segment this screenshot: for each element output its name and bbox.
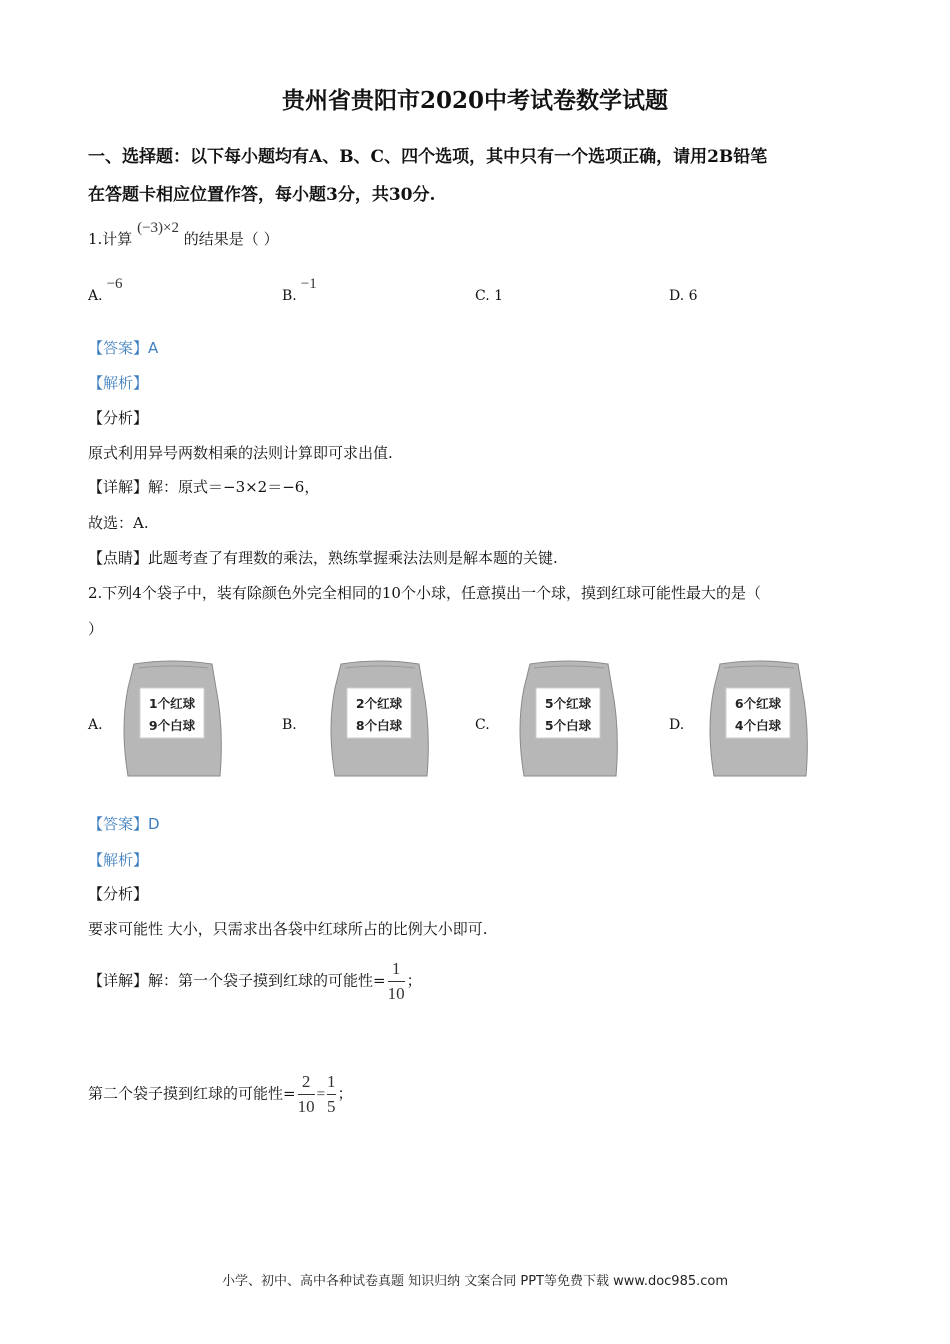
q1-choice: 故选：A. [88,514,149,532]
q2-answer-value: D [148,815,160,833]
equals-sign: = [316,1086,326,1103]
q1-prefix: 1.计算 [88,230,133,248]
q1-option-a-label: A. [88,288,103,304]
bag-c-red-text: 5个红球 [544,696,592,711]
q2-stem-line1: 2.下列4个袋子中，装有除颜色外完全相同的10个小球，任意摸出一个球，摸到红球可能性最大的是（ [88,584,761,602]
fraction-denominator: 10 [297,1096,315,1116]
q1-suffix: 的结果是（ ） [183,230,279,248]
q1-dianjing: 【点睛】此题考查了有理数的乘法，熟练掌握乘法法则是解本题的关键. [88,549,558,567]
q1-option-c [475,288,503,304]
bag-b-image [327,658,431,780]
fraction-numerator: 1 [327,1072,336,1091]
bag-d-image [706,658,810,780]
q1-answer-tag: 【答案】 [88,339,149,357]
q1-stem [88,220,279,249]
q2-answer-tag: 【答案】 [88,815,149,833]
q1-option-d-label: D. [669,288,685,304]
q2-detail-line2 [88,1073,353,1116]
q1-detail: 【详解】解：原式＝−3×2＝−6， [88,478,320,496]
q2-detail2-end: ； [337,1084,353,1103]
q1-fenxi-text: 原式利用异号两数相乘的法则计算即可求出值. [88,444,393,462]
q2-fenxi-text: 要求可能性 大小，只需求出各袋中红球所占的比例大小即可. [88,920,488,938]
q1-option-b [282,276,317,305]
q2-detail1-text: 【详解】解：第一个袋子摸到红球的可能性= [88,971,386,990]
q1-answer [88,337,158,358]
bag-b-white-text: 8个白球 [355,718,403,733]
bag-d-red-text: 6个红球 [734,696,782,711]
fraction-numerator: 2 [301,1072,311,1091]
q1-option-b-value: −1 [300,276,317,292]
bag-b-red-text: 2个红球 [355,696,403,711]
bag-a-red-text: 1个红球 [148,696,196,711]
section-heading-line2: 在答题卡相应位置作答，每小题3分，共30分. [88,185,436,205]
q2-detail-line1 [88,960,422,1003]
q2-option-a-label: A. [88,717,103,733]
q1-option-c-value: 1 [494,288,504,304]
q2-detail1-end: ； [406,971,422,990]
q2-detail2-text: 第二个袋子摸到红球的可能性= [88,1084,296,1103]
q1-fenxi-tag: 【分析】 [88,409,149,427]
section-heading-line1: 一、选择题：以下每小题均有A、B、C、四个选项，其中只有一个选项正确，请用2B铅笔 [88,147,768,167]
q1-option-b-label: B. [282,288,297,304]
bag-a-image [120,658,224,780]
q1-option-a-value: −6 [106,276,123,292]
fraction-1-10 [388,960,405,1003]
fraction-1-5 [327,1073,336,1116]
q2-fenxi-tag: 【分析】 [88,885,149,903]
fraction-numerator: 1 [391,959,401,978]
bag-c-white-text: 5个白球 [544,718,592,733]
q1-analysis-tag: 【解析】 [88,374,149,392]
q2-option-c-label: C. [475,717,490,733]
q2-option-b-label: B. [282,717,297,733]
q1-option-c-label: C. [475,288,490,304]
q2-analysis-tag: 【解析】 [88,851,149,869]
q2-answer [88,813,160,834]
bag-a-white-text: 9个白球 [148,718,196,733]
page-title: 贵州省贵阳市2020中考试卷数学试题 [281,87,668,114]
q1-expression: (−3)×2 [137,220,180,236]
bag-d-white-text: 4个白球 [734,718,782,733]
page-footer: 小学、初中、高中各种试卷真题 知识归纳 文案合同 PPT等免费下载 www.doc985.com [221,1274,729,1289]
q1-answer-value: A [148,339,159,357]
fraction-2-10 [298,1073,315,1116]
q2-stem-line2: ） [88,620,104,638]
fraction-denominator: 10 [387,983,405,1003]
q2-option-d-label: D. [669,717,685,733]
bag-c-image [516,658,620,780]
q1-option-a [88,276,123,305]
fraction-denominator: 5 [327,1096,336,1116]
q1-option-d-value: 6 [688,288,698,304]
q1-option-d [669,288,698,304]
